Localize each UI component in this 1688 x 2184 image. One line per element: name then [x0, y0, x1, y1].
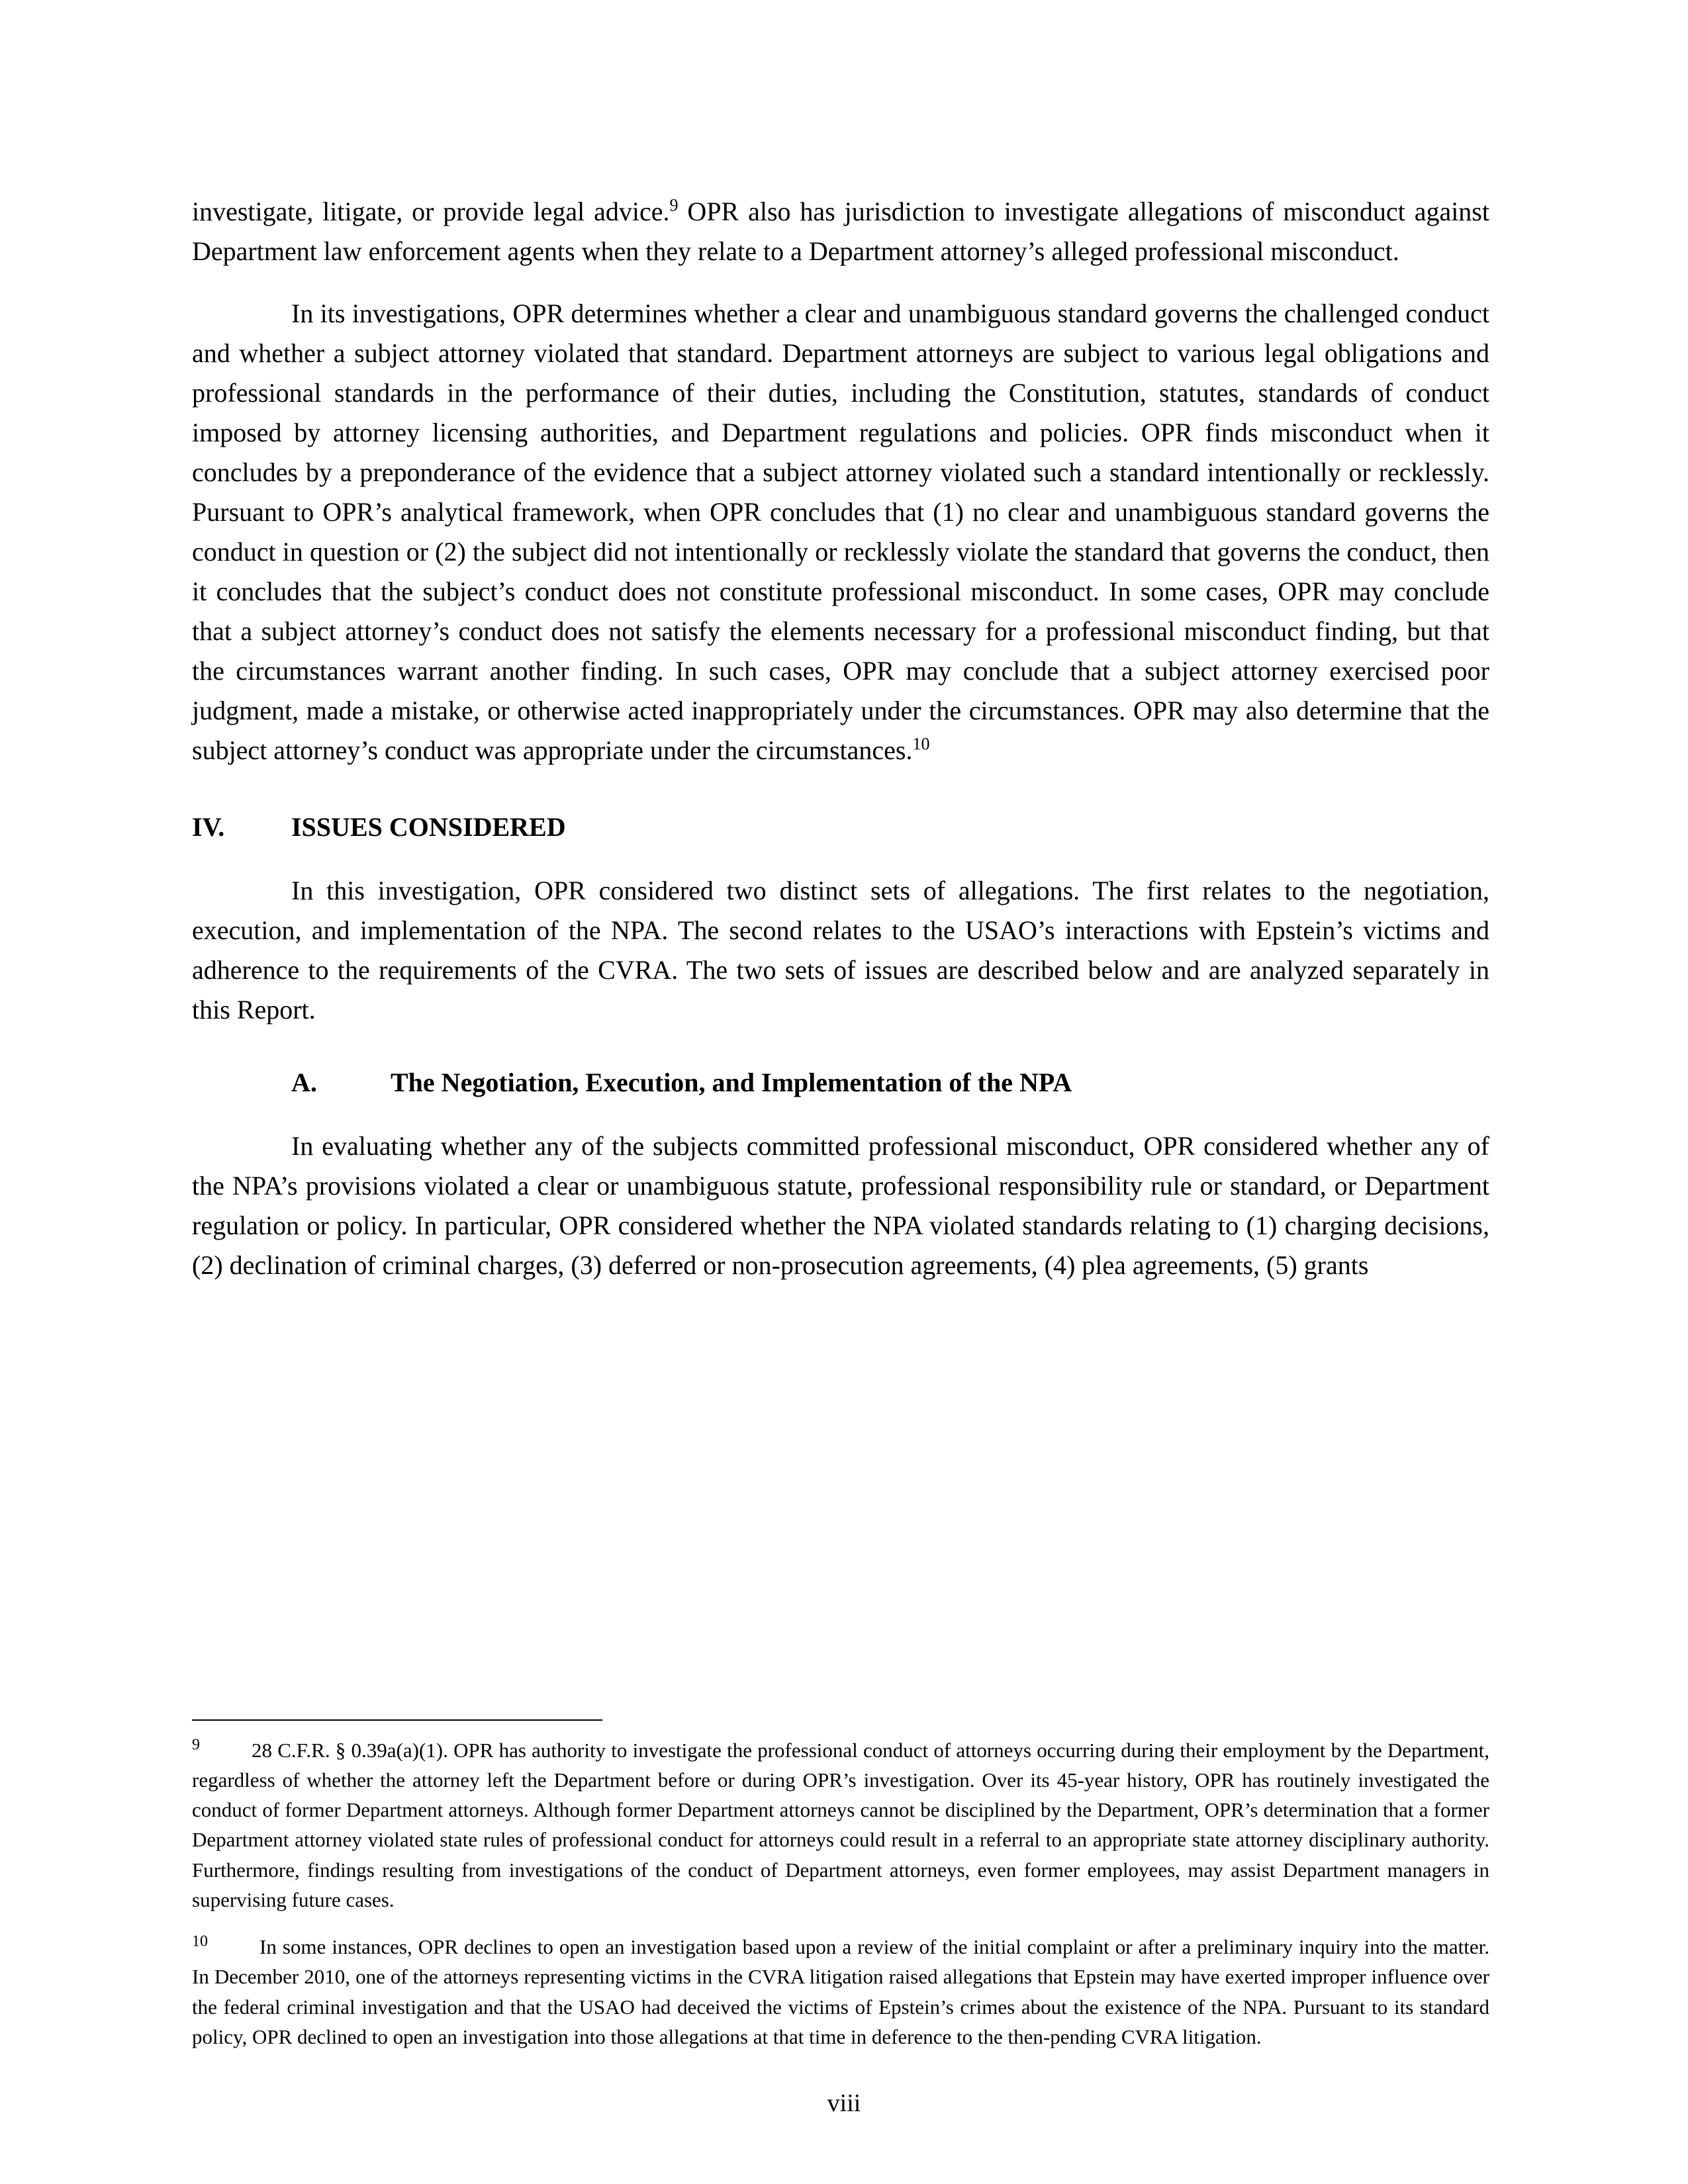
- sub-heading-npa: [192, 1063, 1489, 1103]
- footnote-area: [192, 1719, 1489, 2052]
- footnote-10-number: 10: [192, 1933, 208, 1950]
- footnote-10: [192, 1932, 1489, 2052]
- footnote-9-text: 28 C.F.R. § 0.39a(a)(1). OPR has authority to investigate the professional conduct of attorneys occurring during their employment by the Department, regardless of whether the attorney left the Department before or during OPR’s investigation. Over its 45-year history, OPR has routinely investigated the conduct of former Department attorneys. Although former Department attorneys cannot be disciplined by the Department, OPR’s determination that a former Department attorney violated state rules of professional conduct for attorneys could result in a referral to an appropriate state attorney disciplinary authority. Furthermore, findings resulting from investigations of the conduct of Department attorneys, even former employees, may assist Department managers in supervising future cases.: [192, 1738, 1489, 1911]
- paragraph-3: In this investigation, OPR considered two distinct sets of allegations. The first relates to the negotiation, execution, and implementation of the NPA. The second relates to the USAO’s interactions with Epstein’s victims and adherence to the requirements of the CVRA. The two sets of issues are described below and are analyzed separately in this Report.: [192, 876, 1489, 1024]
- paragraph-1-text-a: investigate, litigate, or provide legal advice.: [192, 197, 670, 226]
- footnote-9: [192, 1735, 1489, 1915]
- footnote-9-number: 9: [192, 1736, 200, 1754]
- paragraph-1-text-b: OPR also has jurisdiction to investigate allegations of misconduct against Department law enforcement agents when they relate to a Department attorney’s alleged professional misconduct.: [192, 197, 1489, 266]
- paragraph-2: [192, 294, 1489, 770]
- footnote-separator-rule: [192, 1719, 602, 1721]
- section-heading-issues-considered: [192, 807, 1489, 847]
- sub-heading-title: The Negotiation, Execution, and Implementation of the NPA: [391, 1068, 1072, 1097]
- paragraph-2-text-a: In its investigations, OPR determines whether a clear and unambiguous standard governs the challenged conduct and whether a subject attorney violated that standard. Department attorneys are subject to various legal obligations and professional standards in the performance of their duties, including the Constitution, statutes, standards of conduct imposed by attorney licensing authorities, and Department regulations and policies. OPR finds misconduct when it concludes by a preponderance of the evidence that a subject attorney violated such a standard intentionally or recklessly. Pursuant to OPR’s analytical framework, when OPR concludes that (1) no clear and unambiguous standard governs the conduct in question or (2) the subject did not intentionally or recklessly violate the standard that governs the conduct, then it concludes that the subject’s conduct does not constitute professional misconduct. In some cases, OPR may conclude that a subject attorney’s conduct does not satisfy the elements necessary for a professional misconduct finding, but that the circumstances warrant another finding. In such cases, OPR may conclude that a subject attorney exercised poor judgment, made a mistake, or otherwise acted inappropriately under the circumstances. OPR may also determine that the subject attorney’s conduct was appropriate under the circumstances.: [192, 298, 1489, 765]
- page-body: [192, 192, 1489, 1285]
- sub-heading-letter: A.: [291, 1068, 317, 1097]
- footnote-reference-9[interactable]: 9: [669, 195, 679, 215]
- section-heading-number: IV.: [192, 812, 225, 842]
- footnote-10-text: In some instances, OPR declines to open an investigation based upon a review of the initial complaint or after a preliminary inquiry into the matter. In December 2010, one of the attorneys representing victims in the CVRA litigation raised allegations that Epstein may have exerted improper influence over the federal criminal investigation and that the USAO had deceived the victims of Epstein’s crimes about the existence of the NPA. Pursuant to its standard policy, OPR declined to open an investigation into those allegations at that time in deference to the then-pending CVRA litigation.: [192, 1935, 1489, 2048]
- footnote-reference-10[interactable]: 10: [912, 734, 930, 754]
- paragraph-4: In evaluating whether any of the subjects committed professional misconduct, OPR considered whether any of the NPA’s provisions violated a clear or unambiguous statute, professional responsibility rule or standard, or Department regulation or policy. In particular, OPR considered whether the NPA violated standards relating to (1) charging decisions, (2) declination of criminal charges, (3) deferred or non-prosecution agreements, (4) plea agreements, (5) grants: [192, 1131, 1489, 1280]
- section-heading-title: ISSUES CONSIDERED: [291, 812, 566, 842]
- page-number: viii: [827, 2089, 861, 2117]
- paragraph-1: [192, 192, 1489, 271]
